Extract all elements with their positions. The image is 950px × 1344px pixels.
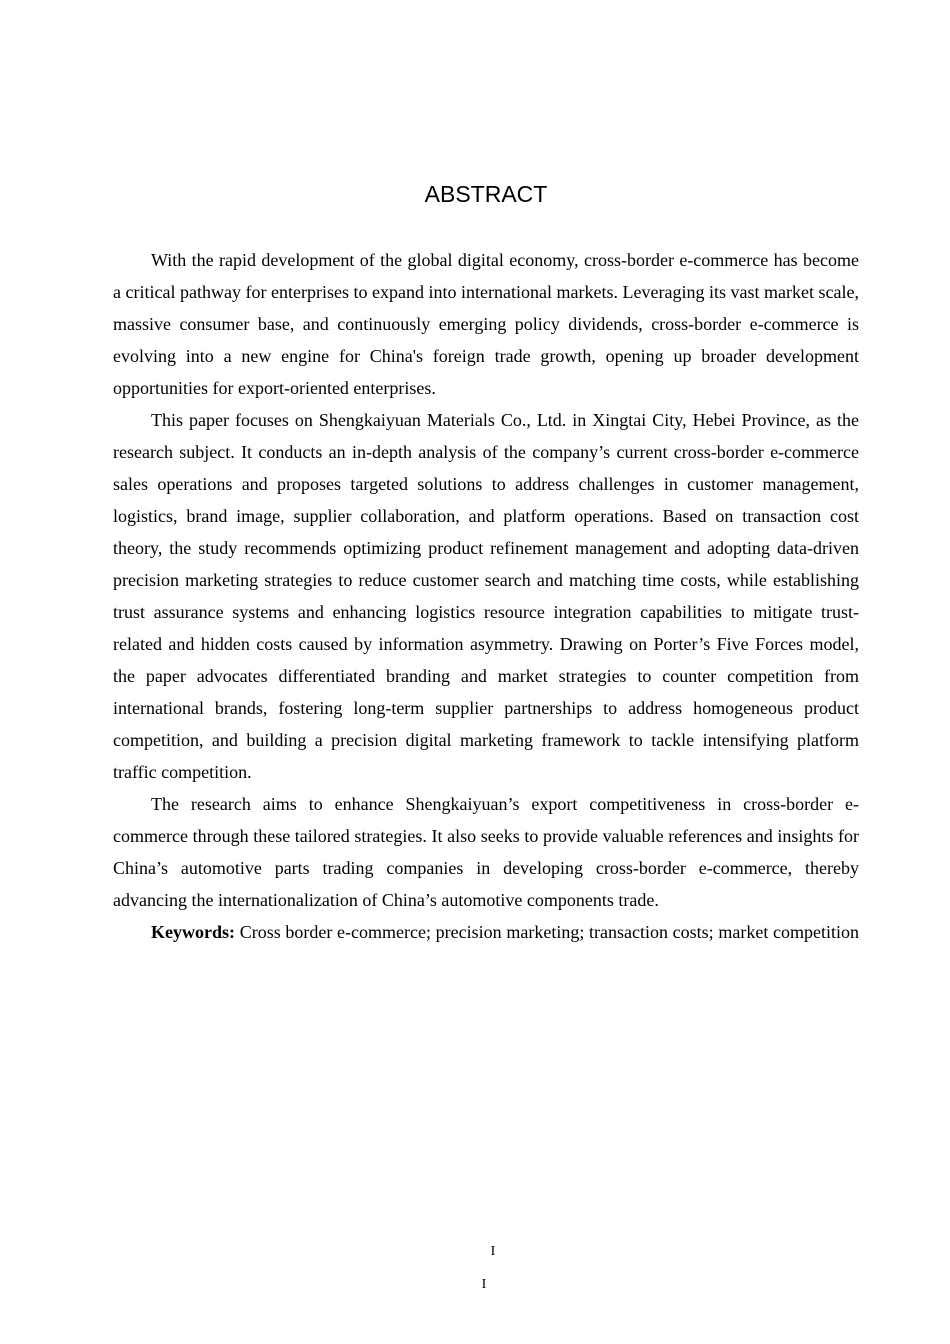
abstract-paragraph-3: The research aims to enhance Shengkaiyuan’s export competitiveness in cross-border e-commerce through these tailored strategies. It also seeks to provide valuable references and insights for China’s automotive parts trading companies in developing cross-border e-commerce, thereby advancing the internationalization of China’s automotive components trade. <box>113 794 859 910</box>
abstract-paragraph-2: This paper focuses on Shengkaiyuan Materials Co., Ltd. in Xingtai City, Hebei Province, as the research subject. It conducts an in-depth analysis of the company’s current cross-border e-commerce sales operations and proposes targeted solutions to address challenges in customer management, logistics, brand image, supplier collaboration, and platform operations. Based on transaction cost theory, the study recommends optimizing product refinement management and adopting data-driven precision marketing strategies to reduce customer search and matching time costs, while establishing trust assurance systems and enhancing logistics resource integration capabilities to mitigate trust-related and hidden costs caused by information asymmetry. Drawing on Porter’s Five Forces model, the paper advocates differentiated branding and market strategies to counter competition from international brands, fostering long-term supplier partnerships to address homogeneous product competition, and building a precision digital marketing framework to tackle intensifying platform traffic competition. <box>113 410 859 782</box>
keywords-text: Cross border e-commerce; precision marketing; transaction costs; market competition <box>235 922 859 942</box>
keywords-label: Keywords: <box>151 922 235 942</box>
page-number-lower: I <box>481 1277 487 1292</box>
page-number-upper: I <box>490 1244 496 1259</box>
abstract-title: ABSTRACT <box>424 181 548 207</box>
keywords-line <box>113 916 859 948</box>
abstract-body <box>113 244 859 948</box>
abstract-paragraph-1: With the rapid development of the global digital economy, cross-border e-commerce has become a critical pathway for enterprises to expand into international markets. Leveraging its vast market scale, massive consumer base, and continuously emerging policy dividends, cross-border e-commerce is evolving into a new engine for China's foreign trade growth, opening up broader development opportunities for export-oriented enterprises. <box>113 250 859 398</box>
